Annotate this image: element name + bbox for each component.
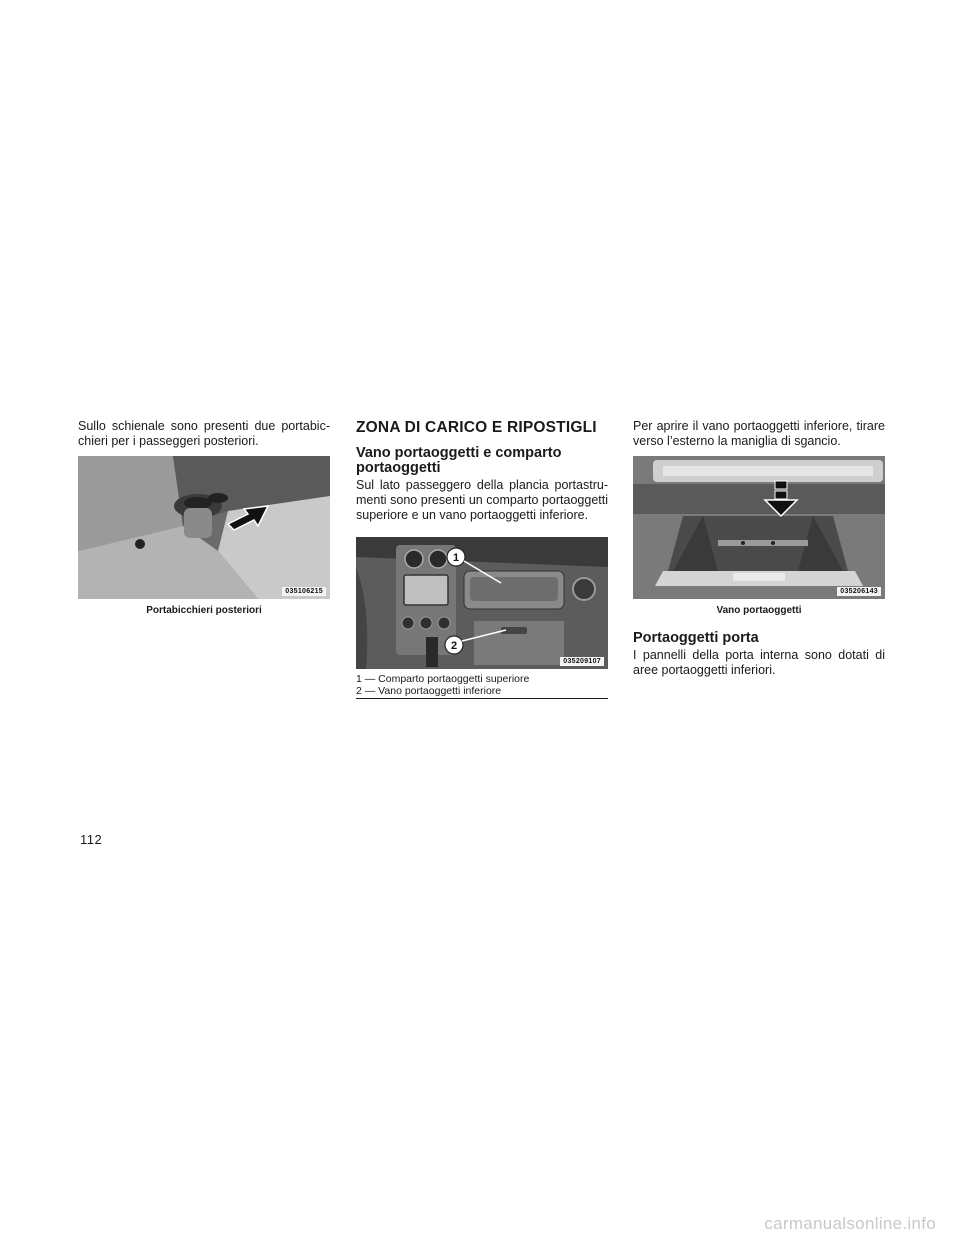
section-title: ZONA DI CARICO E RIPOSTIGLI xyxy=(356,419,597,436)
watermark: carmanualsonline.info xyxy=(764,1214,936,1233)
figure-code: 035209107 xyxy=(560,657,604,666)
callout-1: 1 xyxy=(452,552,460,564)
rear-cupholder-illustration xyxy=(78,456,330,599)
callout-2: 2 xyxy=(450,640,458,652)
glovebox-photo xyxy=(633,456,885,599)
figure-caption: Vano portaoggetti xyxy=(716,605,802,616)
body-paragraph: I pannelli della porta interna sono dotati di aree portaoggetti inferiori. xyxy=(633,648,885,677)
figure-code: 035206143 xyxy=(837,587,881,596)
subsection-title: Portaoggetti porta xyxy=(633,630,759,646)
legend-item: 1 — Comparto portaoggetti superiore xyxy=(356,673,530,685)
rear-cupholder-photo xyxy=(78,456,330,599)
subsection-title: Vano portaoggetti e comparto portaoggetti xyxy=(356,445,562,476)
figure-legend xyxy=(356,673,608,699)
intro-paragraph: Sullo schienale sono presenti due portabic- chieri per i passeggeri posteriori. xyxy=(78,419,330,448)
intro-paragraph: Per aprire il vano portaoggetti inferiore, tirare verso l’esterno la maniglia di sgancio. xyxy=(633,419,885,448)
column-right xyxy=(633,419,885,678)
figure-caption: Portabicchieri posteriori xyxy=(146,605,262,616)
column-left xyxy=(78,419,330,617)
dashboard-illustration xyxy=(356,537,608,669)
column-middle xyxy=(356,419,608,699)
legend-item: 2 — Vano portaoggetti inferiore xyxy=(356,685,502,697)
page-number: 112 xyxy=(80,832,103,847)
body-paragraph: Sul lato passeggero della plancia portastru- menti sono presenti un comparto portaoggetti superiore e un vano portaoggetti inferiore. xyxy=(356,478,608,522)
dashboard-storage-photo xyxy=(356,537,608,669)
glovebox-illustration xyxy=(633,456,885,599)
figure-code: 035106215 xyxy=(282,587,326,596)
